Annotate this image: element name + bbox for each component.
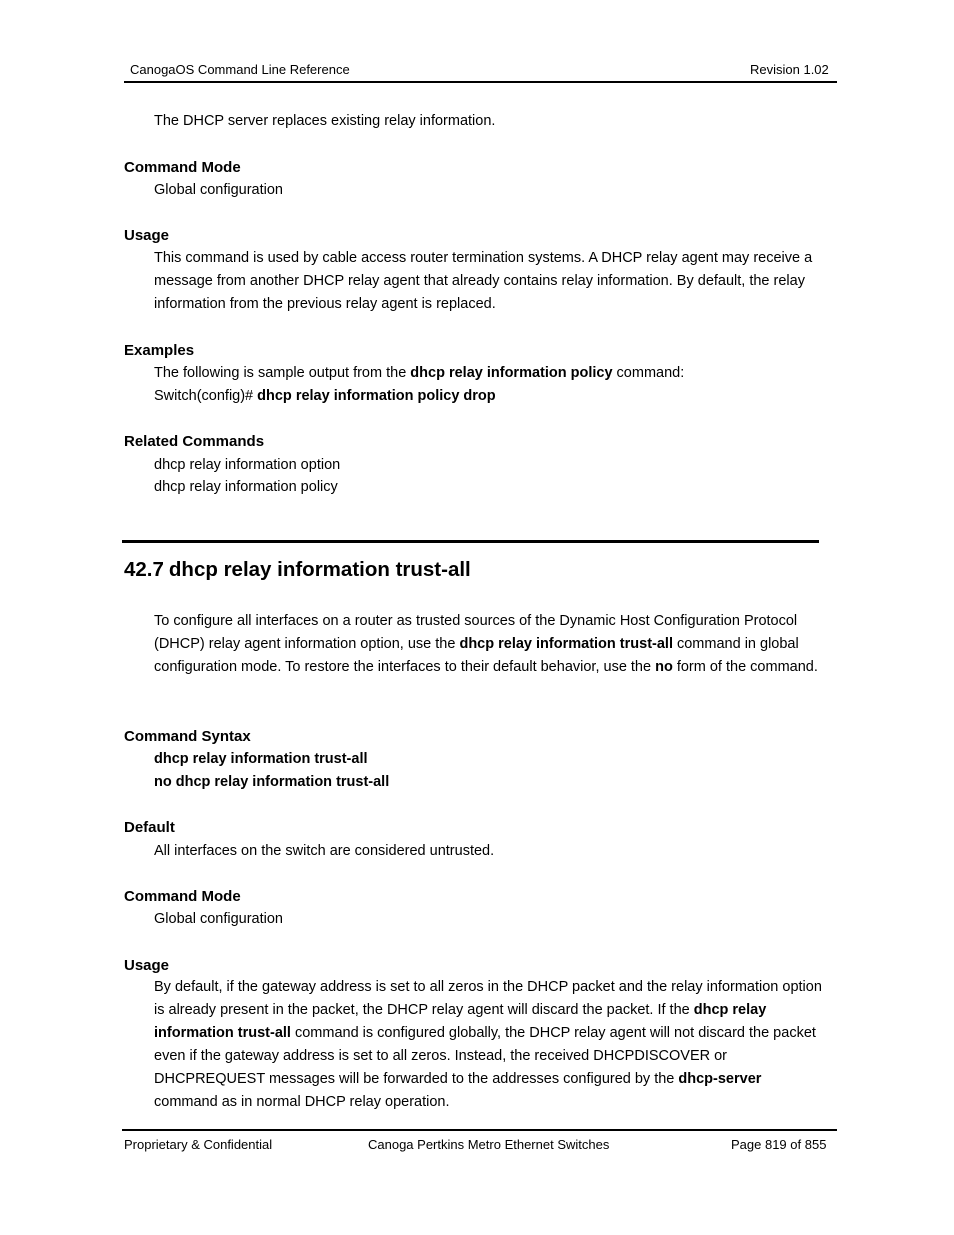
syntax-line: dhcp relay information trust-all	[154, 751, 368, 767]
command-mode-heading: Command Mode	[124, 159, 241, 176]
related-command-item: dhcp relay information option	[154, 457, 341, 473]
header-title: CanogaOS Command Line Reference	[130, 62, 350, 77]
section-number: 42.7	[124, 558, 164, 581]
example-line-2: Switch(config)# dhcp relay information policy drop	[154, 388, 496, 404]
usage-text: This command is used by cable access router termination systems. A DHCP relay agent may receive a message from another DHCP relay agent that already contains relay information. By default, the relay information from the previous relay agent is replaced.	[154, 250, 813, 312]
section-rule	[122, 540, 819, 543]
intro-text: The DHCP server replaces existing relay information.	[154, 113, 496, 129]
section-usage-text: By default, if the gateway address is set to all zeros in the DHCP packet and the relay information option is already present in the packet, the DHCP relay agent will discard the packet. If the dhcp relay information trust-all command is configured globally, the DHCP relay agent will not discard the packet even if the gateway address is set to all zeros. Instead, the received DHCPDISCOVER or DHCPREQUEST messages will be forwarded to the addresses configured by the dhcp-server command as in normal DHCP relay operation.	[154, 979, 822, 1110]
footer-rule	[122, 1129, 837, 1131]
footer-left: Proprietary & Confidential	[124, 1137, 273, 1152]
header-revision: Revision 1.02	[750, 62, 829, 77]
related-commands-heading: Related Commands	[124, 433, 265, 450]
section-title: dhcp relay information trust-all	[168, 558, 471, 581]
section-command-mode-text: Global configuration	[154, 911, 283, 927]
related-command-item: dhcp relay information policy	[154, 479, 338, 495]
syntax-line: no dhcp relay information trust-all	[154, 774, 390, 790]
section-command-mode-heading: Command Mode	[124, 888, 241, 905]
command-syntax-heading: Command Syntax	[124, 728, 251, 745]
command-mode-text: Global configuration	[154, 182, 283, 198]
section-usage-heading: Usage	[124, 957, 170, 974]
example-line-1: The following is sample output from the dhcp relay information policy command:	[154, 365, 685, 381]
header-rule	[124, 81, 837, 83]
page-number: Page 819 of 855	[731, 1137, 827, 1152]
default-heading: Default	[124, 819, 175, 836]
section-intro: To configure all interfaces on a router as trusted sources of the Dynamic Host Configuration Protocol (DHCP) relay agent information option, use the dhcp relay information trust-all command in global configuration mode. To restore the interfaces to their default behavior, use the no form of the command.	[154, 613, 818, 675]
default-text: All interfaces on the switch are considered untrusted.	[154, 843, 495, 859]
examples-heading: Examples	[124, 342, 195, 359]
usage-heading: Usage	[124, 227, 170, 244]
section-heading	[124, 558, 471, 582]
footer-center: Canoga Pertkins Metro Ethernet Switches	[368, 1137, 610, 1152]
